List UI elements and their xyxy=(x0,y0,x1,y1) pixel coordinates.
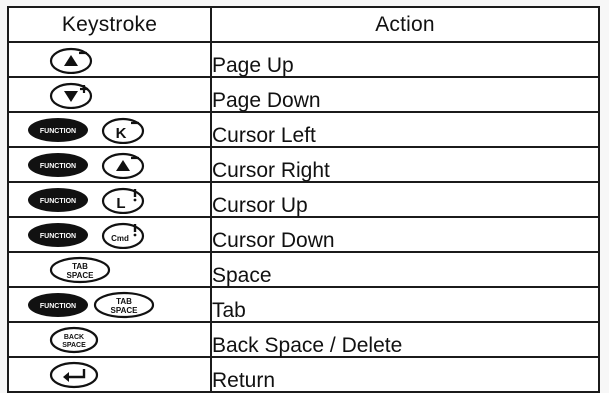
table-header-row xyxy=(8,7,599,42)
keystroke-cell xyxy=(8,147,211,182)
keystroke-cell xyxy=(8,287,211,322)
keystroke-cell xyxy=(8,322,211,357)
keystroke-cell xyxy=(8,182,211,217)
action-cell: Page Down xyxy=(211,77,599,112)
table-row xyxy=(8,42,599,77)
keystroke-table xyxy=(7,6,600,393)
keystroke-cell xyxy=(8,252,211,287)
action-cell: Back Space / Delete xyxy=(211,322,599,357)
l-key-icon xyxy=(101,186,145,214)
up-arrow-key-icon xyxy=(49,46,93,74)
tab-space-key-icon xyxy=(93,291,155,319)
space-key-label: SPACE xyxy=(110,305,138,315)
table-row xyxy=(8,147,599,182)
up-arrow-key-icon xyxy=(101,151,145,179)
back-space-key-label: SPACE xyxy=(62,341,86,349)
k-key-icon xyxy=(101,116,145,144)
action-cell: Cursor Down xyxy=(211,217,599,252)
table-row xyxy=(8,182,599,217)
action-cell: Cursor Right xyxy=(211,147,599,182)
function-key-icon xyxy=(27,152,89,178)
cmd-key-label: Cmd xyxy=(111,233,129,243)
tab-key-label: TAB xyxy=(116,296,132,306)
function-key-icon xyxy=(27,292,89,318)
table-row xyxy=(8,77,599,112)
action-cell: Tab xyxy=(211,287,599,322)
table-row xyxy=(8,287,599,322)
function-key-label: FUNCTION xyxy=(39,127,77,135)
table-row xyxy=(8,252,599,287)
function-key-icon xyxy=(27,187,89,213)
action-cell: Return xyxy=(211,357,599,392)
table-row xyxy=(8,357,599,392)
action-cell: Space xyxy=(211,252,599,287)
function-key-icon xyxy=(27,222,89,248)
cmd-key-icon xyxy=(101,221,145,249)
keystroke-cell xyxy=(8,77,211,112)
l-key-label: L xyxy=(116,194,126,212)
table-row xyxy=(8,217,599,252)
function-key-icon xyxy=(27,117,89,143)
function-key-label: FUNCTION xyxy=(39,302,77,310)
action-cell: Page Up xyxy=(211,42,599,77)
table-row xyxy=(8,322,599,357)
function-key-label: FUNCTION xyxy=(39,197,77,205)
function-key-label: FUNCTION xyxy=(39,162,77,170)
table-row xyxy=(8,112,599,147)
return-key-icon xyxy=(49,361,99,389)
keystroke-cell xyxy=(8,112,211,147)
tab-space-key-icon xyxy=(49,256,111,284)
keystroke-column-header: Keystroke xyxy=(8,7,211,42)
action-cell: Cursor Left xyxy=(211,112,599,147)
keystroke-cell xyxy=(8,42,211,77)
k-key-label: K xyxy=(115,124,127,142)
down-arrow-key-icon xyxy=(49,81,93,109)
back-key-label: BACK xyxy=(63,333,85,341)
function-key-label: FUNCTION xyxy=(39,232,77,240)
back-space-key-icon xyxy=(49,326,99,354)
keystroke-cell xyxy=(8,357,211,392)
action-cell: Cursor Up xyxy=(211,182,599,217)
action-column-header: Action xyxy=(211,7,599,42)
keystroke-cell xyxy=(8,217,211,252)
space-key-label: SPACE xyxy=(66,270,94,280)
tab-key-label: TAB xyxy=(72,261,88,271)
